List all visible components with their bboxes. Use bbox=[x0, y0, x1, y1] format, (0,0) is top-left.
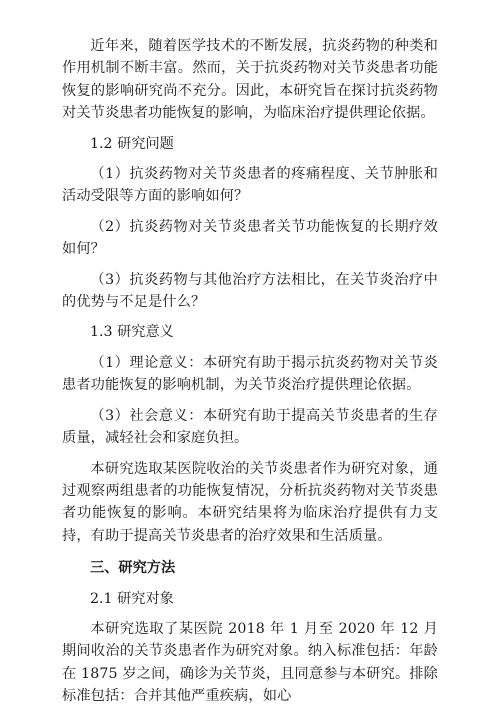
section-heading-2-1: 2.1 研究对象 bbox=[90, 590, 174, 607]
research-question-2: （2）抗炎药物对关节炎患者关节功能恢复的长期疗效如何？ bbox=[62, 218, 438, 258]
section-heading-1-3: 1.3 研究意义 bbox=[90, 324, 174, 341]
section-heading-1-2: 1.2 研究问题 bbox=[90, 135, 174, 152]
significance-social: （3）社会意义：本研究有助于提高关节炎患者的生存质量，减轻社会和家庭负担。 bbox=[62, 407, 438, 447]
summary-paragraph: 本研究选取某医院收治的关节炎患者作为研究对象，通过观察两组患者的功能恢复情况，分析抗炎药物对关节炎患者功能恢复的影响。本研究结果将为临床治疗提供有力支持，有助于提高关节炎患者的治疗效果和生活质量。 bbox=[62, 460, 438, 544]
research-question-1: （1）抗炎药物对关节炎患者的疼痛程度、关节肿胀和活动受限等方面的影响如何？ bbox=[62, 166, 438, 205]
intro-paragraph: 近年来，随着医学技术的不断发展，抗炎药物的种类和作用机制不断丰富。然而，关于抗炎药物对关节炎患者功能恢复的影响研究尚不充分。因此，本研究旨在探讨抗炎药物对关节炎患者功能恢复的影响，为临床治疗提供理论依据。 bbox=[62, 38, 438, 122]
significance-theoretical: （1）理论意义：本研究有助于揭示抗炎药物对关节炎患者功能恢复的影响机制，为关节炎治疗提供理论依据。 bbox=[62, 354, 438, 394]
chapter-heading-methods: 三、研究方法 bbox=[90, 560, 176, 577]
subjects-paragraph: 本研究选取了某医院 2018 年 1 月至 2020 年 12 月期间收治的关节炎患者作为研究对象。纳入标准包括：年龄在 1875 岁之间，确诊为关节炎，且同意参与本研究。排除标准包括：合并其他严重疾病，如心 bbox=[62, 620, 438, 705]
document-body bbox=[62, 35, 438, 708]
research-question-3: （3）抗炎药物与其他治疗方法相比，在关节炎治疗中的优势与不足是什么？ bbox=[62, 271, 438, 311]
